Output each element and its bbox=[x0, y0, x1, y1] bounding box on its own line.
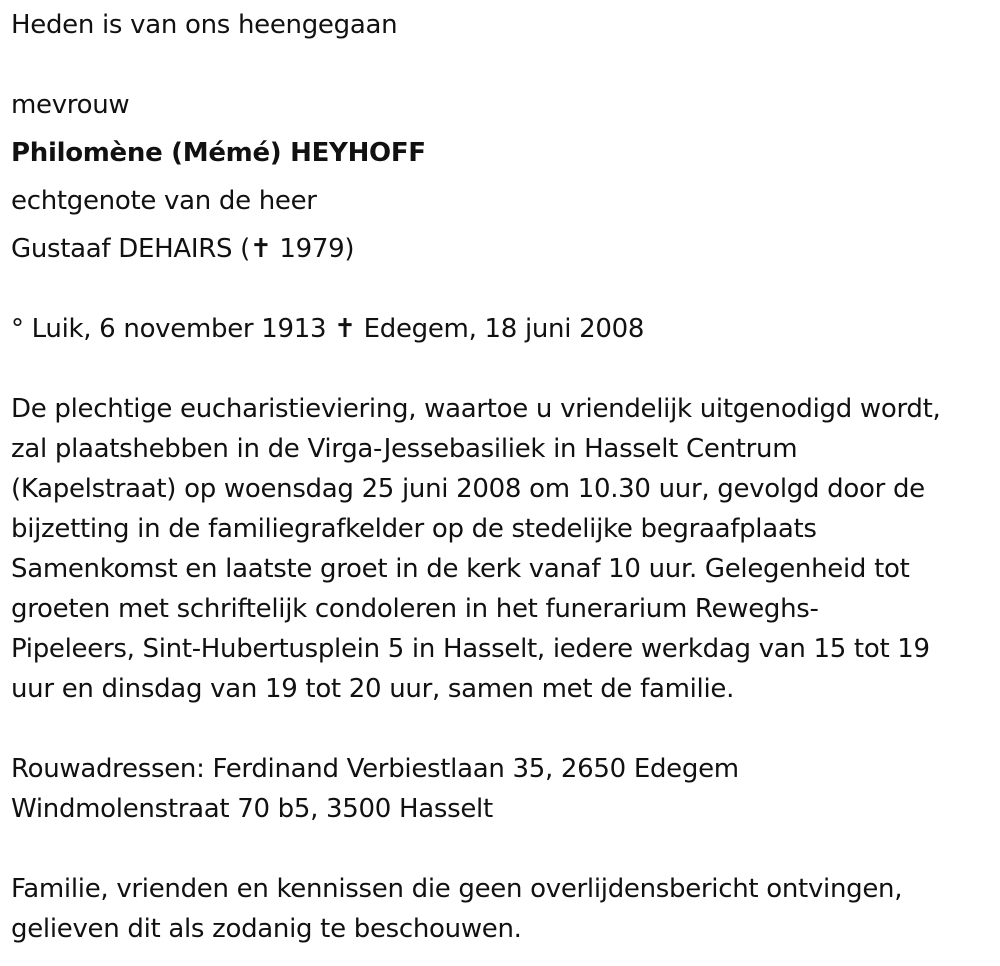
address-line: Rouwadressen: Ferdinand Verbiestlaan 35, 2650 Edegem bbox=[11, 754, 739, 784]
closing-line: gelieven dit als zodanig te beschouwen. bbox=[11, 914, 522, 944]
ceremony-line: uur en dinsdag van 19 tot 20 uur, samen met de familie. bbox=[11, 674, 735, 704]
birth-death-dates: ° Luik, 6 november 1913 ✝ Edegem, 18 juni 2008 bbox=[11, 314, 645, 344]
closing-line: Familie, vrienden en kennissen die geen overlijdensbericht ontvingen, bbox=[11, 874, 903, 904]
ceremony-line: zal plaatshebben in de Virga-Jessebasiliek in Hasselt Centrum bbox=[11, 434, 798, 464]
ceremony-line: Pipeleers, Sint-Hubertusplein 5 in Hasselt, iedere werkdag van 15 tot 19 bbox=[11, 634, 930, 664]
ceremony-line: bijzetting in de familiegrafkelder op de stedelijke begraafplaats bbox=[11, 514, 817, 544]
ceremony-line: Samenkomst en laatste groet in de kerk vanaf 10 uur. Gelegenheid tot bbox=[11, 554, 910, 584]
intro-text: Heden is van ons heengegaan bbox=[11, 10, 398, 40]
ceremony-line: groeten met schriftelijk condoleren in het funerarium Reweghs- bbox=[11, 594, 819, 624]
deceased-name: Philomène (Mémé) HEYHOFF bbox=[11, 138, 426, 168]
ceremony-line: De plechtige eucharistieviering, waartoe u vriendelijk uitgenodigd wordt, bbox=[11, 394, 941, 424]
spouse-text: Gustaaf DEHAIRS (✝ 1979) bbox=[11, 234, 355, 264]
ceremony-line: (Kapelstraat) op woensdag 25 juni 2008 om 10.30 uur, gevolgd door de bbox=[11, 474, 925, 504]
title-text: mevrouw bbox=[11, 90, 130, 120]
relation-text: echtgenote van de heer bbox=[11, 186, 317, 216]
address-line: Windmolenstraat 70 b5, 3500 Hasselt bbox=[11, 794, 493, 824]
